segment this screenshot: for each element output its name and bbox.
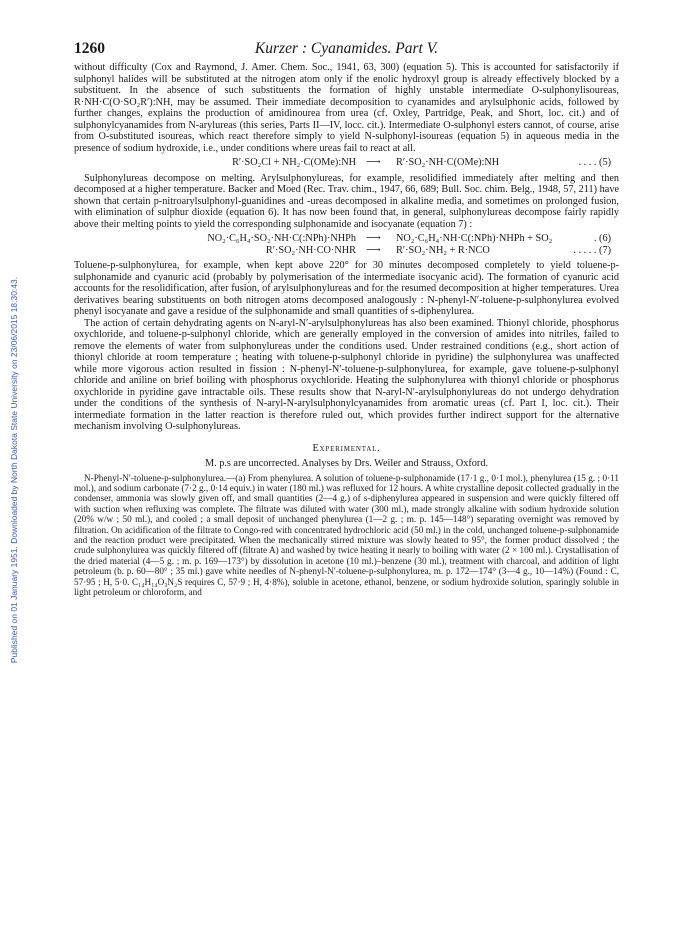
equation-5-lhs: R′·SO₂Cl + NH₂·C(OMe):NH: [232, 157, 356, 168]
experimental-paragraph-1: N-Phenyl-N′-toluene-p-sulphonylurea.—(a) From phenylurea. A solution of toluene-p-sulphonamide (17·1 g., 0·1 mol.), phenylurea (15 g. ; 0·11 mol.), and sodium carbonate (7·2 g., 0·14 equiv.) in water (180 ml.) was refluxed for 12 hours. A white crystalline deposit collected gradually in the condenser, ammonia was slowly given off, and small quantities (2—4 g.) of s-diphenylurea appeared in suspension and were quickly filtered off with suction when refluxing was complete. The filtrate was diluted with water (300 ml.), made strongly alkaline with sodium hydroxide solution (20% w/w ; 50 ml.), and cooled ; a small deposit of unchanged phenylurea (1—2 g. ; m. p. 145—148°) separating overnight was removed by filtration. On acidification of the filtrate to Congo-red with concentrated hydrochloric acid (50 ml.) in the cold, unchanged toluene-p-sulphonamide and the reaction product were precipitated. When the mechanically stirred mixture was slowly heated to 95°, the former product dissolved ; the crude sulphonylurea was quickly filtered off (filtrate A) and washed by twice heating it nearly to boiling with water (2 × 100 ml.). Crystallisation of the dried material (4—5 g. ; m. p. 169—173°) by dissolution in acetone (10 ml.)–benzene (30 ml.), treatment with charcoal, and addition of light petroleum (b. p. 60—80° ; 35 ml.) gave white needles of N-phenyl-N′-toluene-p-sulphonylurea, m. p. 172—174° (3—4 g., 10—14%) (Found : C, 57·95 ; H, 5·0. C₁₄H₁₄O₃N₂S requires C, 57·9 ; H, 4·8%), soluble in acetone, ethanol, benzene, or sodium hydroxide solution, sparingly soluble in light petroleum or chloroform, and: [74, 472, 619, 597]
provenance-text: Published on 01 January 1951. Downloaded by North Dakota State University on 23/06/2015 18:30:43.: [9, 276, 19, 664]
equation-6-arrow: ⟶: [366, 233, 381, 244]
equation-6: [74, 233, 619, 245]
body-paragraph-1: without difficulty (Cox and Raymond, J. Amer. Chem. Soc., 1941, 63, 300) (equation 5). This is accounted for satisfactorily if sulphonyl halides will be substituted at the nitrogen atom only if the enolic hydroxyl group is already effectively blocked by a substituent. In the absence of such substituents the formation of highly unstable intermediate O-sulphonylisoureas, R·NH·C(O·SO₂R′):NH, may be assumed. Their immediate decomposition to cyanamides and arylsulphonic acids, followed by further changes, explains the production of amidinourea from urea (cf. Oxley, Partridge, Peak, and Short, loc. cit.) and of sulphonylcyanamides from N-arylureas (this series, Parts II—IV, locc. cit.). Intermediate O-sulphonyl esters cannot, of course, arise from O-substituted isoureas, which react therefore simply to yield N-sulphonyl-isoureas (equation 5) in aqueous media in the presence of sodium hydroxide, i.e., under conditions where ureas fail to react at all.: [74, 62, 619, 154]
article-page: [74, 40, 619, 597]
equation-7: [74, 245, 619, 257]
body-paragraph-2: Sulphonylureas decompose on melting. Arylsulphonylureas, for example, resolidified immediately after melting and then decomposed at a higher temperature. Backer and Moed (Rec. Trav. chim., 1947, 66, 689; Bull. Soc. chim. Belg., 1948, 57, 211) have shown that certain p-nitroarylsulphonyl-guanidines and -ureas decomposed in alkaline media, and sometimes on prolonged fusion, with elimination of sulphur dioxide (equation 6). It has now been found that, in general, sulphonylureas decompose fairly rapidly above their melting points to yield the corresponding sulphonamide and isocyanate (equation 7) :: [74, 172, 619, 230]
equation-7-lhs: R′·SO₂·NH·CO·NHR: [265, 244, 356, 256]
equation-6-rhs: NO₂·C₆H₄·NH·C(:NPh)·NHPh + SO₂: [396, 233, 553, 244]
body-paragraph-4: The action of certain dehydrating agents on N-aryl-N′-arylsulphonylureas has also been examined. Thionyl chloride, phosphorus oxychloride, and toluene-p-sulphonyl chloride, which are generally employed in the conversion of amides into nitriles, failed to remove the elements of water from sulphonylureas under the conditions used. Under restrained conditions (e.g., short action of thionyl chloride at room temperature ; heating with toluene-p-sulphonyl chloride in pyridine) the sulphonylurea was unaffected while more vigorous action resulted in fission : N-phenyl-N′-toluene-p-sulphonylurea, for example, gave toluene-p-sulphonyl chloride and aniline on brief boiling with phosphorus oxychloride. Heating the sulphonylurea with thionyl chloride or phosphorus oxychloride in pyridine gave intractable oils. These results show that N-aryl-N′-arylsulphonylureas do not undergo dehydration under the conditions of the synthesis of N-aryl-N-arylsulphonylcyanamides from aromatic ureas (cf. Part I, loc. cit.). Their intermediate formation in the latter reaction is therefore ruled out, which provides further indirect support for the alternative mechanism involving O-sulphonylureas.: [74, 317, 619, 432]
equation-group: [74, 233, 619, 256]
equation-5-number: . . . . (5): [578, 157, 611, 168]
equation-7-number: . . . . . (7): [573, 244, 611, 256]
equation-5-arrow: ⟶: [366, 157, 381, 168]
provenance-sidebar: [0, 0, 26, 936]
equation-7-rhs: R′·SO₂·NH₂ + R·NCO: [396, 244, 490, 256]
page-header: [74, 40, 619, 62]
equation-7-arrow: ⟶: [366, 244, 381, 256]
equation-5-rhs: R′·SO₂·NH·C(OMe):NH: [396, 157, 500, 168]
body-paragraph-3: Toluene-p-sulphonylurea, for example, when kept above 220° for 30 minutes decomposed completely to yield toluene-p-sulphonamide and cyanuric acid (probably by polymerisation of the intermediate isocyanic acid). The formation of cyanuric acid accounts for the resolidification, after fusion, of arylsulphonylureas and for the resumed decomposition at higher temperatures. Urea derivatives bearing substituents on both nitrogen atoms decomposed analogously : N-phenyl-N′-toluene-p-sulphonylurea evolved phenyl isocyanate and gave a residue of the sulphonamide and small quantities of s-diphenylurea.: [74, 260, 619, 317]
page-number: 1260: [74, 40, 105, 57]
section-heading-experimental: Experimental.: [312, 442, 381, 454]
running-title: Kurzer : Cyanamides. Part V.: [254, 40, 439, 57]
equation-6-lhs: NO₂·C₆H₄·SO₂·NH·C(:NPh)·NHPh: [207, 233, 356, 244]
equation-5: [74, 157, 619, 169]
equation-6-number: . (6): [593, 233, 611, 244]
experimental-note: M. p.s are uncorrected. Analyses by Drs. Weiler and Strauss, Oxford.: [204, 457, 489, 469]
